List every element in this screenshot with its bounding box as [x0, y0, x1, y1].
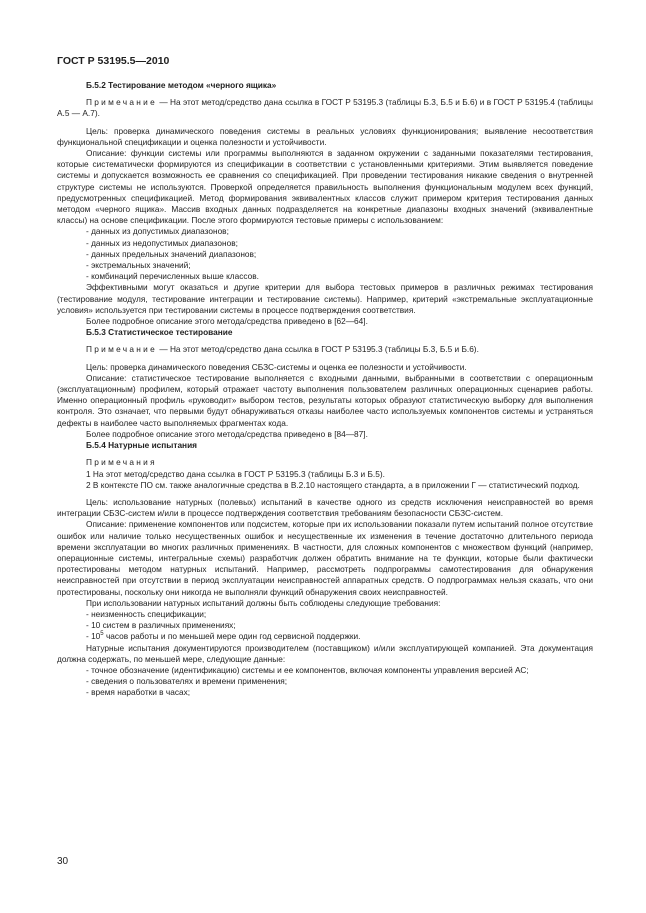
list-item: - экстремальных значений; [86, 260, 191, 271]
section-b52-effective: Эффективными могут оказаться и другие критерии для выбора тестовых примеров в различных режимах тестирования (тестирование модуля, тестирование интеграции и тестирование системы). Например, критерий «экстремальные эксплуатационные условия» используется при тестировании системы в процессе подтверждения соответствия. [57, 282, 593, 315]
list-item: - данных из допустимых диапазонов; [86, 226, 229, 237]
list-item: - данных предельных значений диапазонов; [86, 248, 257, 259]
list-item: - сведения о пользователях и времени применения; [86, 676, 288, 687]
list-item: - точное обозначение (идентификацию) системы и ее компонентов, включая компоненты управления версией АС; [86, 664, 529, 675]
hours-text: часов работы и по меньшей мере один год сервисной поддержки. [103, 631, 361, 642]
list-item: - неизменность спецификации; [86, 608, 207, 619]
section-b53-description: Описание: статистическое тестирование выполняется с входными данными, выбранными в соответствии с операционным (эксплуатационным) профилем, который отражает частоту выполнения пользователем различных операционных сценариев работы. Именно операционный профиль «руководит» выбором тестов, результаты которых образуют статистическую выборку для выполнения контроля. Это означает, что первыми будут обнаруживаться отказы наиболее часто используемых компонентов системы и устраняться дефекты в наиболее часто выполняемых фрагментах кода. [57, 372, 593, 428]
note-label: Примечание [86, 344, 158, 355]
section-b54-requirements-intro: При использовании натурных испытаний должны быть соблюдены следующие требования: [86, 597, 441, 608]
section-b52-reference: Более подробное описание этого метода/средства приведено в [62—64]. [86, 316, 368, 327]
list-item [57, 631, 593, 642]
section-b54-note-1: 1 На этот метод/средство дана ссылка в ГОСТ Р 53195.3 (таблицы Б.3 и Б.5). [86, 468, 385, 479]
list-item: - 10 систем в различных применениях; [86, 620, 236, 631]
section-b52-description: Описание: функции системы или программы выполняются в заданном окружении с заданными показателями тестирования, которые систематически формируются из спецификации в соответствии с установленными критериями. Этим выявляется поведение системы и допускается возможность ее сравнения со спецификацией. При проведении тестирования никакие сведения о внутренней структуре системы не используются. Проверкой определяется правильность выполнения функциональным модулем всех функций, предусмотренных спецификацией. Метод формирования эквивалентных классов служит примером критерия тестирования данных методом «черного ящика». Массив входных данных подразделяется на конкретные диапазоны входных значений (эквивалентные классы) на основе спецификации. После этого формируются тестовые примеры с использованием: [57, 148, 593, 226]
section-b54-description: Описание: применение компонентов или подсистем, которые при их использовании показали путем испытаний полное отсутствие ошибок или наличие только несущественных ошибок и несущественные их изменения в течение достаточно длительного периода времени эксплуатации во многих различных применениях. В частности, для сложных компонентов с множеством функций (например, операционные системы, интегральные схемы) разработчик должен обратить внимание на те функции, которые были фактически протестированы методом натурных испытаний. Например, рассмотреть подпрограммы самотестирования для обнаружения неисправностей при отсутствии в период эксплуатации неисправностей аппаратных средств. О подпрограммах нельзя сказать, что они протестированы, поскольку они никогда не выполняли функций обнаружения своих неисправностей. [57, 519, 593, 597]
note-label: Примечание [86, 97, 158, 108]
page-number: 30 [57, 856, 69, 867]
list-item: - данных из недопустимых диапазонов; [86, 237, 238, 248]
list-item: - комбинаций перечисленных выше классов. [86, 271, 259, 282]
section-b52-goal: Цель: проверка динамического поведения системы в реальных условиях функционирования; выявление несоответствия функциональной спецификации и оценка полезности и устойчивости. [57, 125, 593, 147]
section-b53-goal: Цель: проверка динамического поведения СБЗС-системы и оценка ее полезности и устойчивости. [86, 361, 467, 372]
hours-exponent: 5 [100, 631, 104, 638]
section-b53-reference: Более подробное описание этого метода/средства приведено в [84—87]. [86, 428, 368, 439]
section-b54-title: Б.5.4 Натурные испытания [86, 440, 198, 451]
document-header: ГОСТ Р 53195.5—2010 [57, 55, 170, 67]
list-item: - время наработки в часах; [86, 687, 191, 698]
note-text: — На этот метод/средство дана ссылка в ГОСТ Р 53195.3 (таблицы Б.3, Б.5 и Б.6). [157, 344, 479, 355]
section-b52-title: Б.5.2 Тестирование методом «черного ящика» [86, 80, 277, 90]
section-b54-goal: Цель: использование натурных (полевых) испытаний в качестве одного из средств исключения неисправностей во время интеграции СБЗС-систем и/или в процессе подтверждения соответствия требованиям безопасности СБЗС-систем. [57, 496, 593, 519]
section-b54-documentation: Натурные испытания документируются производителем (поставщиком) и/или эксплуатирующей компанией. Эта документация должна содержать, по меньшей мере, следующие данные: [57, 642, 593, 664]
document-body [57, 80, 593, 699]
note-text: — На этот метод/средство дана ссылка в ГОСТ Р 53195.3 (таблицы Б.3, Б.5 и Б.6) и в ГОСТ Р 53195.4 (таблицы А.5 — А.7). [57, 97, 593, 119]
section-b54-notes-label: Примечания [86, 457, 157, 468]
section-b52-note [57, 97, 593, 119]
hours-prefix: - 10 [86, 631, 101, 642]
section-b53-title: Б.5.3 Статистическое тестирование [86, 327, 233, 338]
section-b53-note [57, 344, 593, 355]
section-b54-note-2: 2 В контексте ПО см. также аналогичные средства в В.2.10 настоящего стандарта, а в приложении Г — статистический подход. [86, 479, 580, 490]
